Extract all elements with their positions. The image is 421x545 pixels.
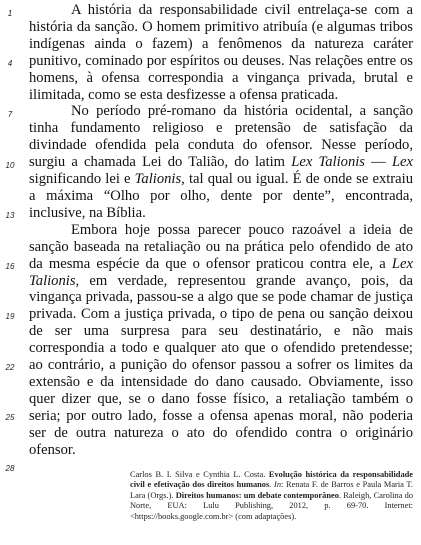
paragraph-1 (29, 2, 413, 103)
paragraph-text: , tal qual ou igual. É de onde se extraiu a máxima “Olho por olho, dente por dente”, encontrada, inclusive, na Bíblia. (29, 171, 413, 221)
line-number: 7 (7, 110, 13, 119)
paragraph-text: A história da responsabilidade civil entrelaça-se com a história da sanção. O homem primitivo atribuía (e algumas tribos indígenas ainda o fazem) a fenômenos da natureza caráter punitivo, cominado por espíritos ou deuses. Nas relações entre os homens, à ofensa correspondia a vingança privada, brutal e ilimitada, como se esta desfizesse a ofensa praticada. (29, 2, 413, 103)
paragraph-text: No período pré-romano da história ocidental, a sanção tinha fundamento religioso e pretensão de satisfação da divindade ofendida pela conduta do ofensor. Nesse período, surgiu a chamada Lei do Talião, do latim (29, 103, 413, 171)
paragraph-text: — (364, 154, 392, 171)
citation-editors: : Renata F. de Barros e Paula Maria T. Lara (Orgs.). (130, 480, 413, 500)
article-body (29, 2, 413, 458)
line-number: 4 (7, 59, 13, 68)
paragraph-text: Embora hoje possa parecer pouco razoável a ideia de sanção baseada na retaliação ou na prática pelo ofendido de ato da mesma espécie da que o ofensor praticou contra ele, a (29, 221, 413, 272)
line-number: 19 (5, 312, 15, 321)
citation-authors: Carlos B. I. Silva e Cynthia L. Costa. (130, 470, 269, 479)
paragraph-3 (29, 222, 413, 459)
citation-book: Direitos humanos: um debate contemporâneo (175, 490, 339, 500)
paragraph-text: significando lei e (29, 171, 135, 188)
source-citation (130, 470, 413, 522)
line-number: 28 (5, 464, 15, 473)
latin-term: Lex Talionis (29, 255, 413, 289)
citation-in: . In (269, 480, 282, 490)
line-number: 1 (7, 9, 13, 18)
latin-term: Talionis (134, 171, 182, 188)
line-number: 16 (5, 262, 15, 271)
line-number: 22 (5, 363, 15, 372)
line-number: 10 (5, 161, 15, 170)
latin-term: Lex (391, 154, 414, 171)
line-number: 13 (5, 211, 15, 220)
latin-term: Lex Talionis (291, 154, 365, 171)
paragraph-text: , em verdade, representou grande avanço, pois, da vingança privada, passou-se a algo que se pode chamar de justiça privada. Com a justiça privada, o tipo de pena ou sanção deixou de ser uma surpresa para seu destinatário, e não mais correspondia a todo e qualquer ato que o ofendido pretendesse; ao contrário, a punição do ofensor passou a sofrer os limites da extensão e da intensidade do dano causado. Obviamente, isso quer dizer que, se o dano fosse físico, a retaliação também o seria; por outro lado, fosse a ofensa apenas moral, não poderia ser de outra natureza o ato do ofendido contra o originário ofensor. (29, 272, 413, 458)
citation-title: Evolução histórica da responsabilidade civil e efetivação dos direitos humanos (130, 470, 414, 490)
citation-publisher: . Raleigh, Carolina do Norte, EUA: Lulu Publishing, 2012, p. 69-70. Internet: <https://books.google.com.br> (com adaptações). (130, 490, 414, 521)
line-number: 25 (5, 413, 15, 422)
paragraph-2 (29, 103, 413, 221)
